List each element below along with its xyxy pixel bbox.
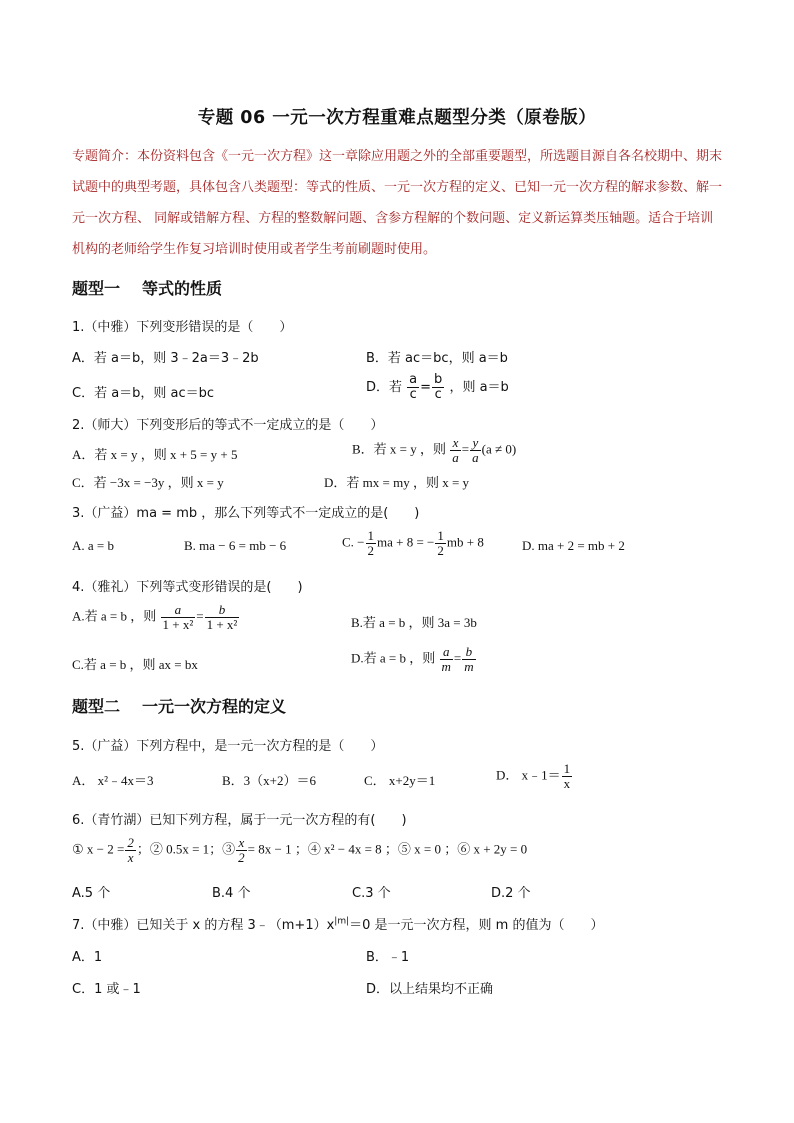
- section-heading-1: [72, 276, 222, 299]
- question-2-stem: 2.（师大）下列变形后的等式不一定成立的是（ ）: [72, 418, 384, 433]
- fraction-x-over-a: $\frac{x}{a}$: [452, 435, 459, 465]
- q2-option-c: C．若 −3x = −3y ，则 x = y: [72, 475, 224, 490]
- q5-option-b: B．3（x+2）＝6: [222, 773, 317, 788]
- q6-equation-list: ① x − 2 = $\frac{2}{x}$ ；② 0.5x = 1；③ $\frac{x}{2}$ = 8x − 1 ；④ x² − 4x = 8 ；⑤ x = 0 ；⑥ x + 2y = 0: [72, 835, 528, 865]
- q6-option-a: A.5 个: [72, 886, 111, 901]
- q4-option-b: B.若 a = b ，则 3a = 3b: [351, 615, 477, 630]
- question-7-stem: 7.（中雅）已知关于 x 的方程 $3﹣(m+1)x^{|m|}=0$ 是一元一次方程，则 m 的值为（ ）: [72, 916, 604, 933]
- page-title: 专题 06 一元一次方程重难点题型分类（原卷版）: [197, 108, 597, 128]
- fraction-one-over-x: $\frac{1}{x}$: [563, 761, 571, 791]
- q6-option-b: B.4 个: [212, 886, 251, 901]
- section-label: 题型一: [72, 279, 121, 298]
- fraction-y-over-a: $\frac{y}{a}$: [472, 435, 479, 465]
- q3-option-a: A. a = b: [72, 538, 114, 553]
- fraction-a-over-m: $\frac{a}{m}$: [441, 644, 451, 674]
- q4-option-c: C.若 a = b ，则 ax = bx: [72, 657, 198, 672]
- q3-option-c: C. − $\frac{1}{2}$ ma + 8 = − $\frac{1}{2}$ mb + 8: [342, 528, 484, 558]
- question-4-stem: 4.（雅礼）下列等式变形错误的是( ): [72, 580, 303, 595]
- q2-option-a: A．若 x = y ，则 x + 5 = y + 5: [72, 447, 238, 462]
- fraction-one-half: $\frac{1}{2}$: [367, 528, 375, 558]
- fraction-a-over-c: $\frac{a}{c}$: [409, 372, 418, 402]
- fraction-b-over-1px2: $\frac{b}{\text{1 + x²}}$: [206, 602, 238, 632]
- section-name: 一元一次方程的定义: [142, 697, 287, 716]
- q2-option-b: B．若 x = y ，则 $\frac{x}{a}$ = $\frac{y}{a}$ (a ≠ 0): [352, 435, 517, 465]
- fraction-one-half: $\frac{1}{2}$: [437, 528, 444, 558]
- q3-option-b: B. ma − 6 = mb − 6: [184, 538, 287, 553]
- fraction-x-over-2: $\frac{x}{2}$: [238, 835, 245, 865]
- section-name: 等式的性质: [142, 279, 223, 298]
- q1-option-d: D．若 $\frac{a}{c}$ = $\frac{b}{c}$ ，则 a＝b: [366, 372, 509, 402]
- q1-option-b: B．若 ac＝bc，则 a＝b: [366, 351, 508, 366]
- question-3-stem: 3.（广益）ma = mb ，那么下列等式不一定成立的是( ): [72, 506, 420, 521]
- question-6-stem: 6.（青竹湖）已知下列方程，属于一元一次方程的有( ): [72, 813, 407, 828]
- q1-option-c: C．若 a＝b，则 ac＝bc: [72, 386, 215, 401]
- q7-option-a: A．1: [72, 950, 103, 965]
- q5-option-d: D． x﹣1＝ $\frac{1}{x}$: [496, 761, 571, 791]
- question-5-stem: 5.（广益）下列方程中，是一元一次方程的是（ ）: [72, 739, 384, 754]
- q3-option-d: D. ma + 2 = mb + 2: [522, 538, 625, 553]
- q4-option-a: A.若 a = b ，则 $\frac{a}{\text{1 + x²}}$ = $\frac{b}{\text{1 + x²}}$: [72, 602, 238, 632]
- intro-paragraph: 专题简介：本份资料包含《一元一次方程》这一章除应用题之外的全部重要题型，所选题目源自各名校期中、期末试题中的典型考题，具体包含八类题型：等式的性质、一元一次方程的定义、已知一元一次方程的解求参数、解一元一次方程、 同解或错解方程、方程的整数解问题、含参方程解的个数问题、定义新运算类压轴题。适合于培训机构的老师给学生作复习培训时使用或者学生考前刷题时使用。: [72, 149, 723, 257]
- section-label: 题型二: [72, 697, 121, 716]
- q7-option-c: C．1 或﹣1: [72, 982, 141, 997]
- q4-option-d: D.若 a = b ，则 $\frac{a}{m}$ = $\frac{b}{m}$: [351, 644, 474, 674]
- q7-option-d: D．以上结果均不正确: [366, 982, 494, 997]
- fraction-b-over-m: $\frac{b}{m}$: [464, 644, 474, 674]
- fraction-two-over-x: $\frac{2}{x}$: [127, 835, 134, 865]
- section-heading-2: [72, 694, 286, 717]
- q6-option-d: D.2 个: [491, 886, 531, 901]
- q7-option-b: B．﹣1: [366, 950, 410, 965]
- q5-option-a: A． x²﹣4x＝3: [72, 773, 154, 788]
- question-1-stem: 1.（中雅）下列变形错误的是（ ）: [72, 320, 293, 335]
- q6-option-c: C.3 个: [352, 886, 391, 901]
- q5-option-c: C． x+2y＝1: [364, 773, 436, 788]
- q2-option-d: D．若 mx = my ，则 x = y: [324, 475, 470, 490]
- q1-option-a: A．若 a＝b，则 3﹣2a＝3﹣2b: [72, 351, 259, 366]
- fraction-a-over-1px2: $\frac{a}{\text{1 + x²}}$: [162, 602, 194, 632]
- fraction-b-over-c: $\frac{b}{c}$: [434, 372, 443, 402]
